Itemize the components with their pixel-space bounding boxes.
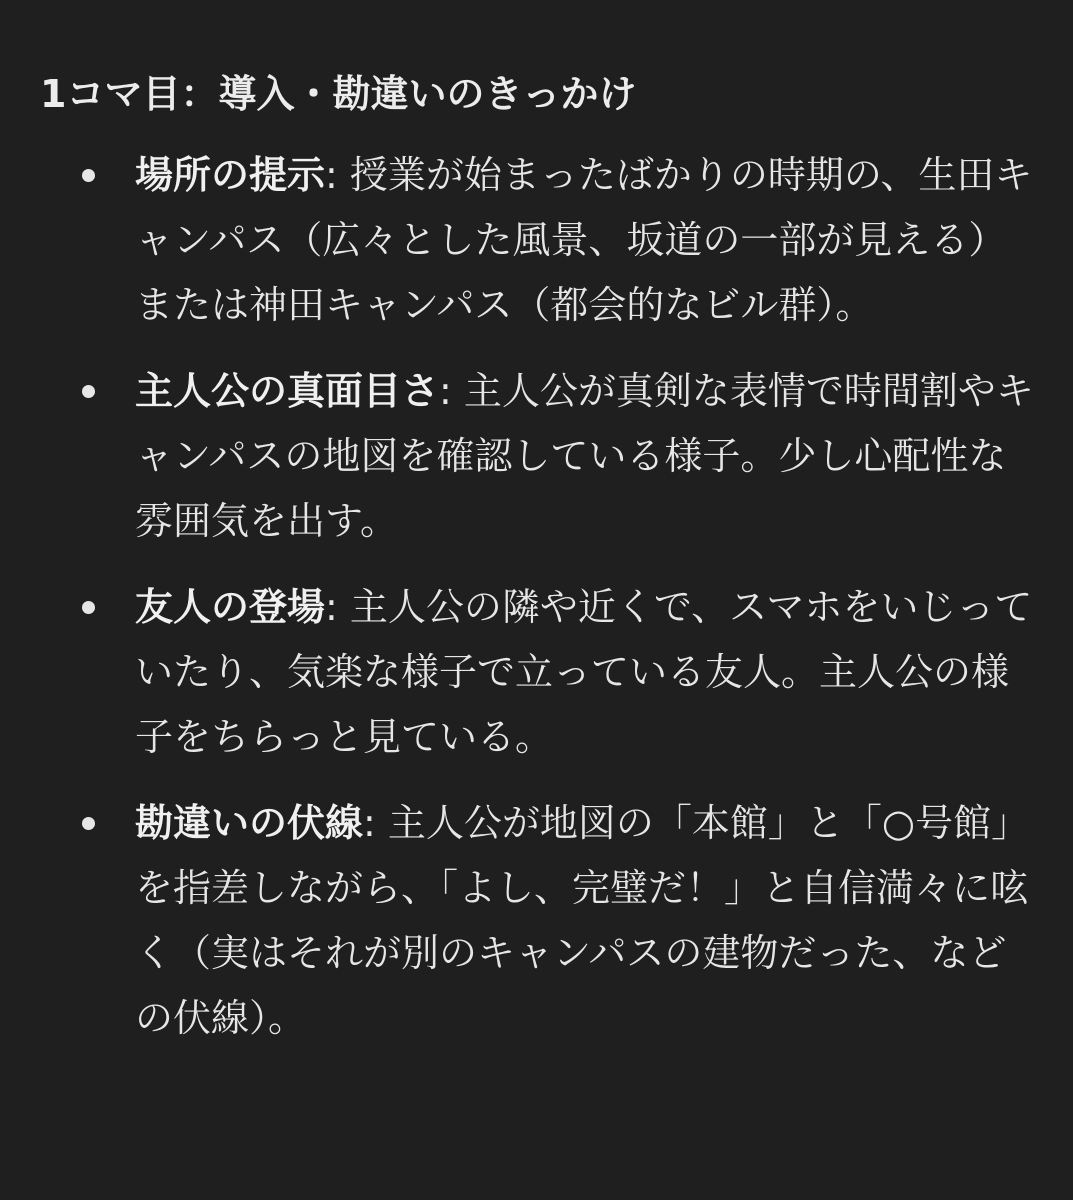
bullet-icon — [82, 385, 95, 398]
list-item — [40, 575, 1035, 770]
item-title: 主人公の真面目さ — [135, 369, 440, 413]
item-text: 主人公が地図の「本館」と「○号館」を指差しながら、「よし、完璧だ！」と自信満々に呟く（実はそれが別のキャンパスの建物だった、などの伏線）。 — [135, 801, 1030, 1040]
item-separator: : — [363, 801, 388, 845]
item-separator: : — [325, 153, 350, 197]
item-separator: : — [325, 585, 350, 629]
response-content — [40, 66, 1040, 1072]
item-text: 主人公の隣や近くで、スマホをいじっていたり、気楽な様子で立っている友人。主人公の様子をちらっと見ている。 — [135, 585, 1033, 759]
bullet-icon — [82, 169, 95, 182]
item-separator: : — [439, 369, 464, 413]
item-title: 場所の提示 — [135, 153, 326, 197]
list-item — [40, 791, 1035, 1051]
bullet-icon — [82, 601, 95, 614]
item-title: 友人の登場 — [135, 585, 326, 629]
list-item — [40, 359, 1035, 554]
item-text: 授業が始まったばかりの時期の、生田キャンパス（広々とした風景、坂道の一部が見える）または神田キャンパス（都会的なビル群）。 — [135, 153, 1033, 327]
item-title: 勘違いの伏線 — [135, 801, 364, 845]
list-item — [40, 143, 1035, 338]
section-heading: 1コマ目：導入・勘違いのきっかけ — [40, 72, 637, 116]
bullet-list — [40, 143, 1040, 1051]
item-text: 主人公が真剣な表情で時間割やキャンパスの地図を確認している様子。少し心配性な雰囲気を出す。 — [135, 369, 1034, 543]
bullet-icon — [82, 817, 95, 830]
